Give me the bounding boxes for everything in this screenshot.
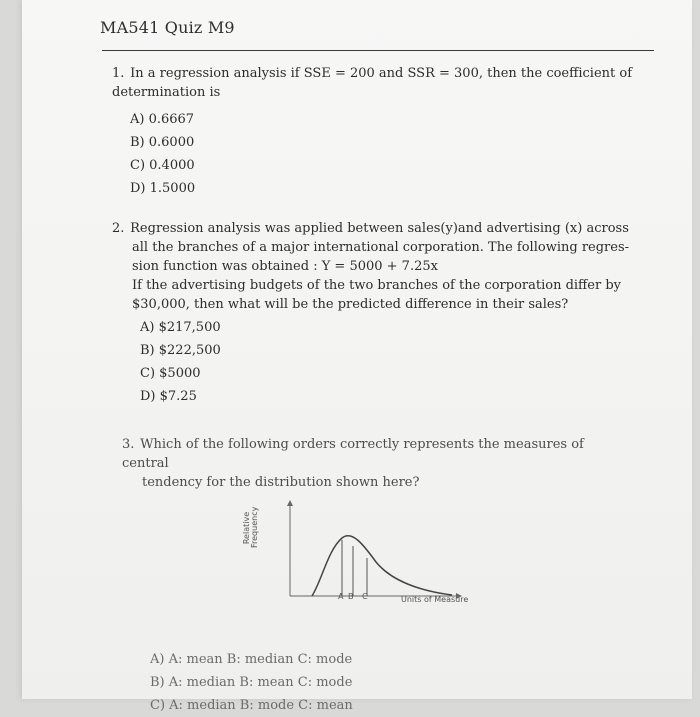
- y-axis-label-line-2: Frequency: [250, 506, 259, 548]
- question-2-options: [140, 316, 632, 408]
- tick-label-a: A: [338, 592, 344, 601]
- question-3-line-2: tendency for the distribution shown here?: [142, 475, 420, 490]
- tick-label-b: B: [348, 592, 354, 601]
- question-1-option-d: D) 1.5000: [130, 181, 196, 196]
- title-divider: [102, 50, 654, 51]
- question-2-line-2: all the branches of a major international corporation. The following regres-: [132, 240, 630, 255]
- question-2-option-c: C) $5000: [140, 366, 201, 381]
- question-2-line-1: Regression analysis was applied between sales(y)and advertising (x) across: [130, 221, 629, 236]
- y-axis-arrow-icon: [287, 500, 293, 506]
- question-2-number: 2.: [112, 221, 125, 236]
- question-1-text: [112, 64, 632, 102]
- question-3-option-c: C) A: median B: mode C: mean: [150, 698, 353, 713]
- question-2-option-a: A) $217,500: [140, 320, 221, 335]
- question-2-text: [112, 219, 632, 314]
- question-3-option-a: A) A: mean B: median C: mode: [150, 652, 353, 667]
- question-1-number: 1.: [112, 66, 125, 81]
- question-3-options: [150, 648, 627, 717]
- y-axis-label-line-1: Relative: [242, 511, 251, 545]
- question-3-number: 3.: [122, 437, 135, 452]
- question-2-option-d: D) $7.25: [140, 389, 197, 404]
- question-3-text: [122, 435, 627, 492]
- question-1: [112, 64, 632, 200]
- skewed-distribution-curve: [312, 536, 452, 596]
- question-1-option-b: B) 0.6000: [130, 135, 195, 150]
- question-1-prompt: In a regression analysis if SSE = 200 and SSR = 300, then the coefficient of determination is: [112, 66, 633, 100]
- question-2: [112, 219, 632, 408]
- question-3-line-1: Which of the following orders correctly represents the measures of central: [122, 437, 584, 471]
- x-axis-label: Units of Measure: [401, 595, 469, 604]
- y-axis-label: [243, 508, 259, 548]
- question-2-option-b: B) $222,500: [140, 343, 221, 358]
- page-title: MA541 Quiz M9: [100, 18, 235, 37]
- question-3-option-b: B) A: median B: mean C: mode: [150, 675, 353, 690]
- question-2-line-4: If the advertising budgets of the two branches of the corporation differ by: [132, 278, 621, 293]
- distribution-figure: [242, 496, 470, 611]
- question-1-option-c: C) 0.4000: [130, 158, 195, 173]
- question-1-option-a: A) 0.6667: [130, 112, 195, 127]
- tick-label-c: C: [362, 592, 368, 601]
- distribution-svg: [250, 496, 470, 611]
- question-2-line-5: $30,000, then what will be the predicted difference in their sales?: [132, 297, 569, 312]
- question-1-options: [130, 108, 632, 200]
- question-2-line-3: sion function was obtained : Y = 5000 + 7.25x: [132, 259, 438, 274]
